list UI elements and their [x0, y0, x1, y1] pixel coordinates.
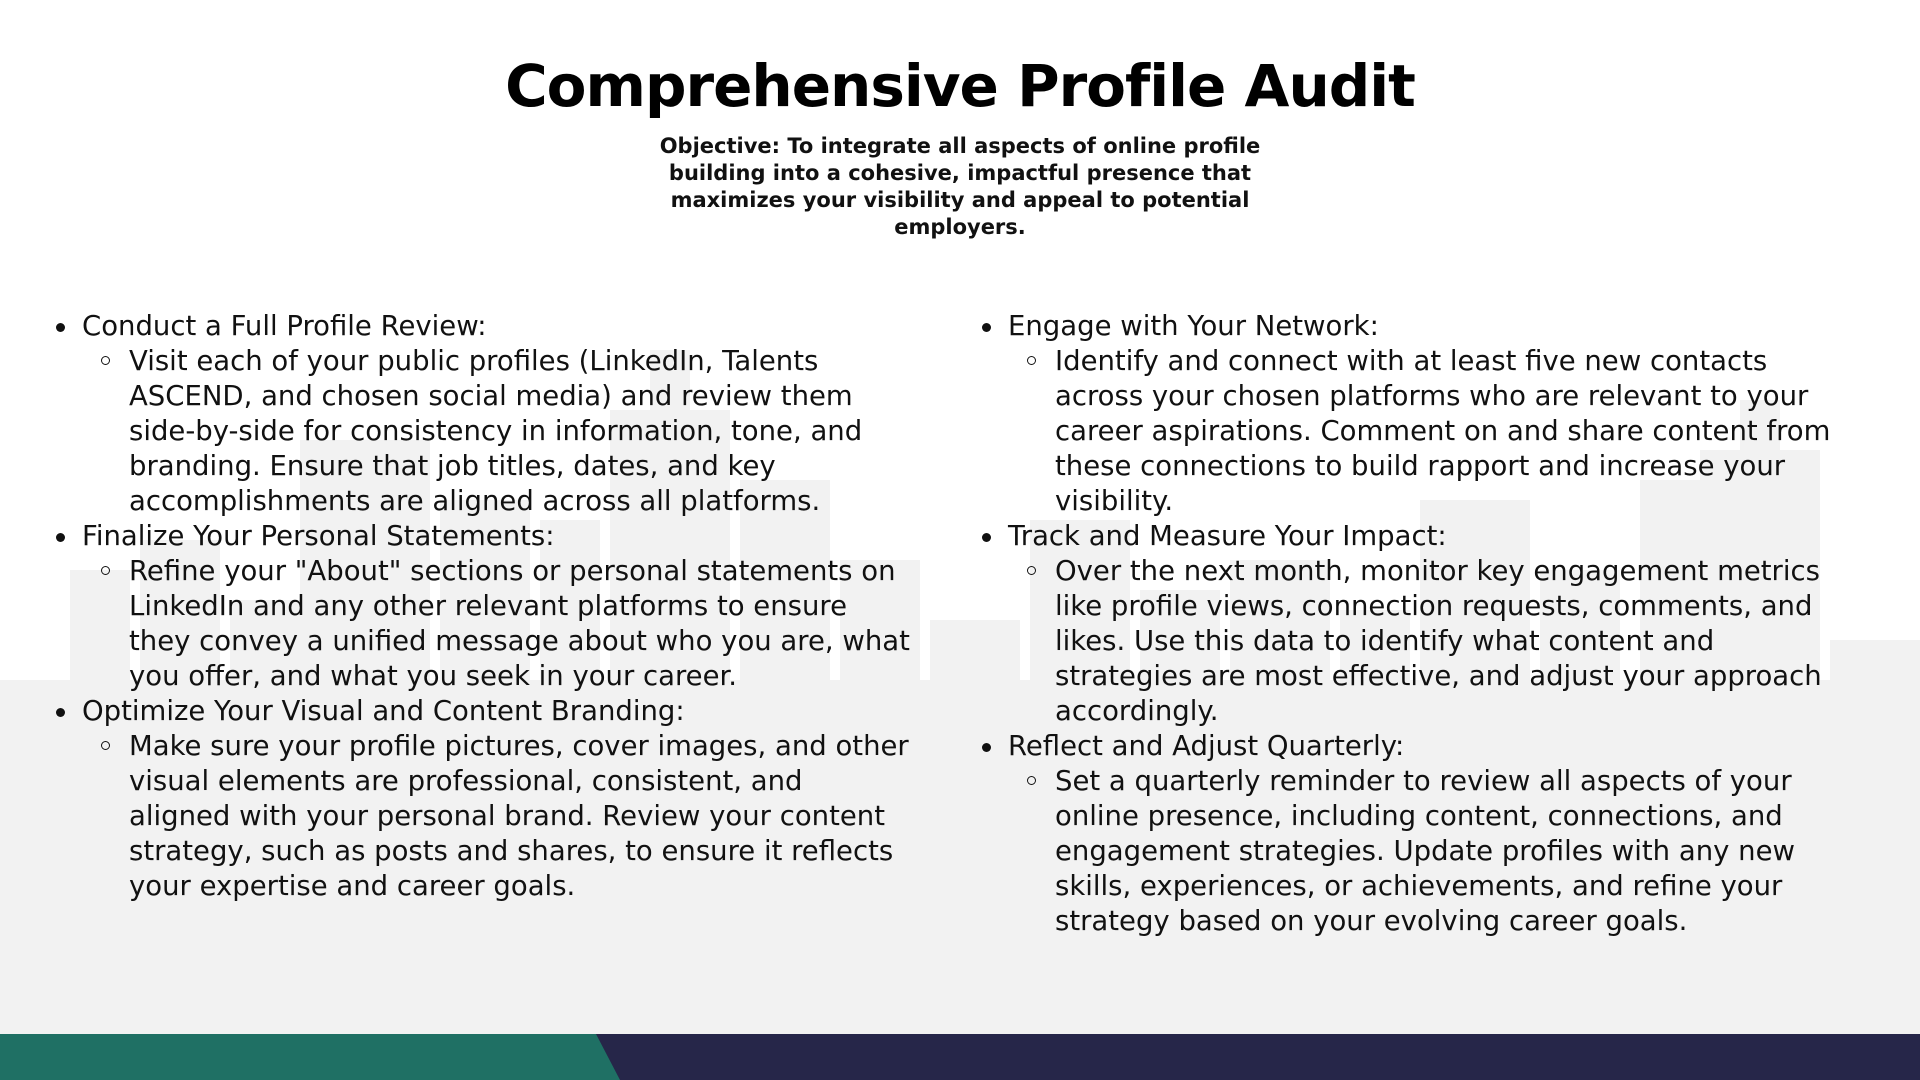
footer-bar	[0, 1034, 1920, 1080]
left-column	[52, 309, 912, 904]
bullet-icon	[56, 708, 65, 717]
sub-list-item	[1008, 554, 1858, 729]
list-item	[52, 309, 912, 519]
bullet-icon	[56, 323, 65, 332]
item-detail: Set a quarterly reminder to review all aspects of your online presence, including content, connections, and engagement strategies. Update profiles with any new skills, experiences, or achievements, and refine your strategy based on your evolving career goals.	[1055, 765, 1795, 937]
list-item	[978, 309, 1858, 519]
sub-list	[1008, 764, 1858, 939]
list-item	[52, 519, 912, 694]
right-bullet-list	[978, 309, 1858, 939]
item-heading: Optimize Your Visual and Content Branding:	[82, 695, 685, 727]
hollow-bullet-icon	[101, 741, 110, 750]
item-heading: Track and Measure Your Impact:	[1008, 520, 1447, 552]
item-detail: Refine your "About" sections or personal statements on LinkedIn and any other relevant platforms to ensure they convey a unified message about who you are, what you offer, and what you seek in your career.	[129, 555, 910, 692]
item-detail: Make sure your profile pictures, cover images, and other visual elements are professional, consistent, and aligned with your personal brand. Review your content strategy, such as posts and shares, to ensure it reflects your expertise and career goals.	[129, 730, 909, 902]
objective-text: Objective: To integrate all aspects of online profile building into a cohesive, impactful presence that maximizes your visibility and appeal to potential employers.	[659, 134, 1261, 239]
list-item	[52, 694, 912, 904]
sub-list-item	[82, 554, 912, 694]
sub-list	[1008, 344, 1858, 519]
right-column	[978, 309, 1858, 939]
bullet-icon	[982, 323, 991, 332]
list-item	[978, 519, 1858, 729]
left-bullet-list	[52, 309, 912, 904]
slide-title: Comprehensive Profile Audit	[505, 52, 1415, 120]
footer-green-band	[0, 1034, 620, 1080]
item-detail: Identify and connect with at least five new contacts across your chosen platforms who are relevant to your career aspirations. Comment on and share content from these connections to build rapport and increase your visibility.	[1055, 345, 1831, 517]
list-item	[978, 729, 1858, 939]
item-heading: Engage with Your Network:	[1008, 310, 1379, 342]
hollow-bullet-icon	[1027, 566, 1036, 575]
sub-list-item	[1008, 764, 1858, 939]
hollow-bullet-icon	[1027, 356, 1036, 365]
bullet-icon	[982, 533, 991, 542]
item-detail: Over the next month, monitor key engagement metrics like profile views, connection requests, comments, and likes. Use this data to identify what content and strategies are most effective, and adjust your approach accordingly.	[1055, 555, 1822, 727]
sub-list	[1008, 554, 1858, 729]
item-heading: Conduct a Full Profile Review:	[82, 310, 487, 342]
hollow-bullet-icon	[101, 356, 110, 365]
sub-list	[82, 344, 912, 519]
sub-list-item	[82, 729, 912, 904]
item-heading: Reflect and Adjust Quarterly:	[1008, 730, 1405, 762]
sub-list-item	[1008, 344, 1858, 519]
sub-list-item	[82, 344, 912, 519]
item-heading: Finalize Your Personal Statements:	[82, 520, 555, 552]
hollow-bullet-icon	[1027, 776, 1036, 785]
bullet-icon	[982, 743, 991, 752]
sub-list	[82, 554, 912, 694]
item-detail: Visit each of your public profiles (LinkedIn, Talents ASCEND, and chosen social media) and review them side-by-side for consistency in information, tone, and branding. Ensure that job titles, dates, and key accomplishments are aligned across all platforms.	[129, 345, 863, 517]
bullet-icon	[56, 533, 65, 542]
sub-list	[82, 729, 912, 904]
hollow-bullet-icon	[101, 566, 110, 575]
